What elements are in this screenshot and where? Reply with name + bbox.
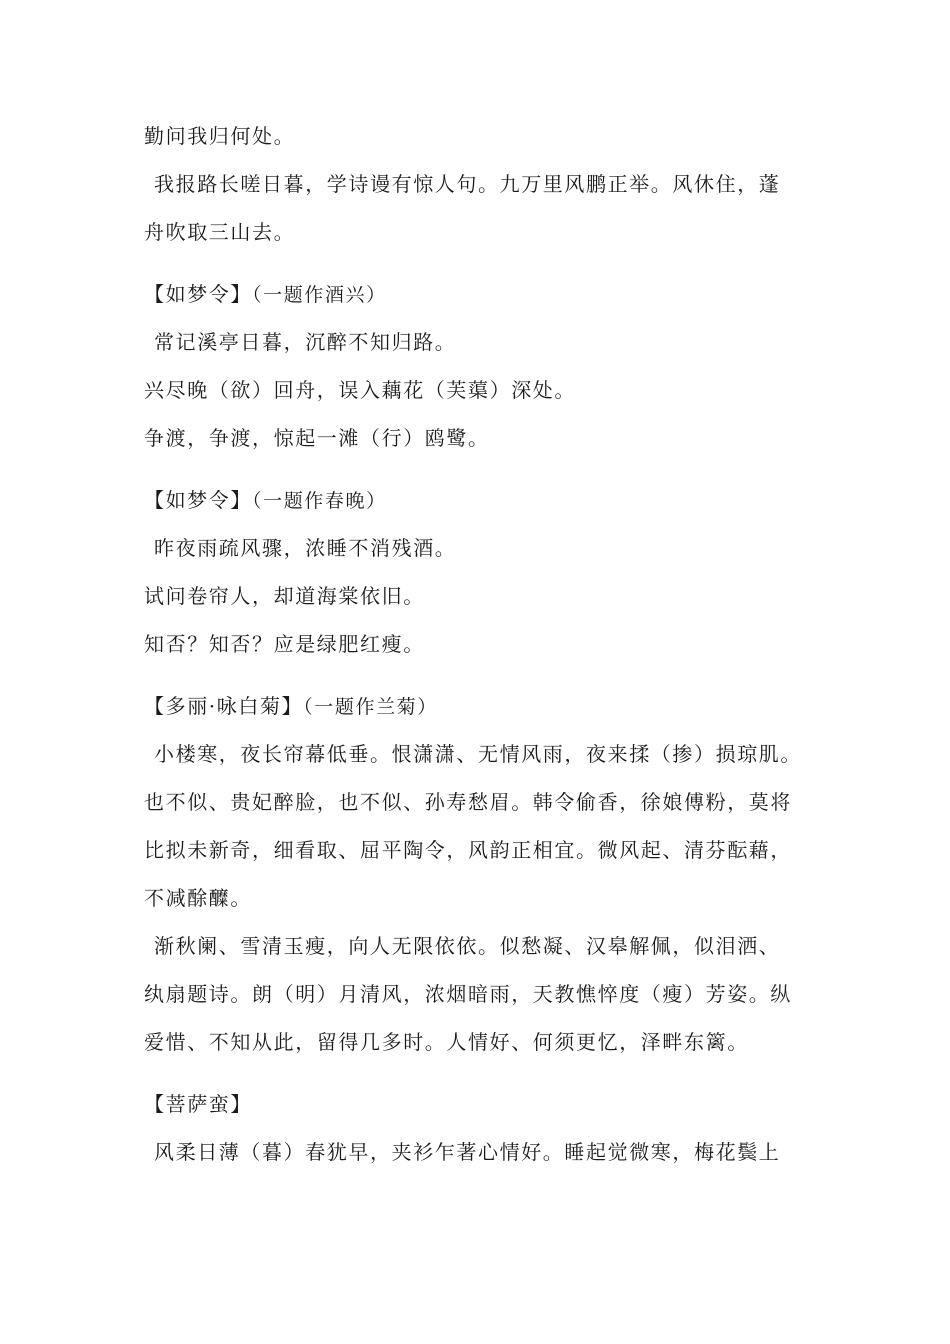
section-gap bbox=[144, 668, 814, 682]
poem-title-text: 【如梦令】 bbox=[144, 488, 252, 512]
text-line: 不减酴醾。 bbox=[144, 886, 252, 910]
poem-title-text: 【多丽·咏白菊】 bbox=[144, 694, 304, 718]
section-gap bbox=[144, 462, 814, 476]
poem-title-note: （一题作春晚） bbox=[252, 490, 387, 512]
poem-title bbox=[144, 682, 814, 730]
text-line: 我报路长嗟日暮，学诗谩有惊人句。九万里风鹏正举。风休住，蓬 bbox=[154, 172, 781, 196]
text-line: 勤问我归何处。 bbox=[144, 124, 296, 148]
poem-title-text: 【菩萨蛮】 bbox=[144, 1092, 252, 1116]
text-line: 舟吹取三山去。 bbox=[144, 220, 296, 244]
document-page bbox=[144, 112, 814, 1176]
poem-title-note: （一题作酒兴） bbox=[252, 284, 387, 306]
text-line: 比拟未新奇，细看取、屈平陶令，风韵正相宜。微风起、清芬酝藉， bbox=[144, 838, 792, 862]
poem-title bbox=[144, 270, 814, 318]
poem-title-text: 【如梦令】 bbox=[144, 282, 252, 306]
text-line: 昨夜雨疏风骤，浓睡不消残酒。 bbox=[154, 536, 457, 560]
section-gap bbox=[144, 256, 814, 270]
poem-title-note: （一题作兰菊） bbox=[303, 696, 438, 718]
text-line: 爱惜、不知从此，留得几多时。人情好、何须更忆，泽畔东篱。 bbox=[144, 1030, 749, 1054]
text-line: 渐秋阑、雪清玉瘦，向人无限依依。似愁凝、汉皋解佩，似泪洒、 bbox=[154, 934, 781, 958]
text-line: 争渡，争渡，惊起一滩（行）鸥鹭。 bbox=[144, 426, 490, 450]
poem-title bbox=[144, 476, 814, 524]
poem-title bbox=[144, 1080, 814, 1128]
text-line: 常记溪亭日暮，沉醉不知归路。 bbox=[154, 330, 457, 354]
text-line: 兴尽晚（欲）回舟，误入藕花（芙蕖）深处。 bbox=[144, 378, 576, 402]
text-line: 知否？知否？应是绿肥红瘦。 bbox=[144, 632, 425, 656]
text-line: 风柔日薄（暮）春犹早，夹衫乍著心情好。睡起觉微寒，梅花鬓上 bbox=[154, 1140, 781, 1164]
text-line: 纨扇题诗。朗（明）月清风，浓烟暗雨，天教憔悴度（瘦）芳姿。纵 bbox=[144, 982, 792, 1006]
text-line: 试问卷帘人，却道海棠依旧。 bbox=[144, 584, 425, 608]
section-gap bbox=[144, 1066, 814, 1080]
text-line: 也不似、贵妃醉脸，也不似、孙寿愁眉。韩令偷香，徐娘傅粉，莫将 bbox=[144, 790, 792, 814]
text-line: 小楼寒，夜长帘幕低垂。恨潇潇、无情风雨，夜来揉（掺）损琼肌。 bbox=[154, 742, 802, 766]
